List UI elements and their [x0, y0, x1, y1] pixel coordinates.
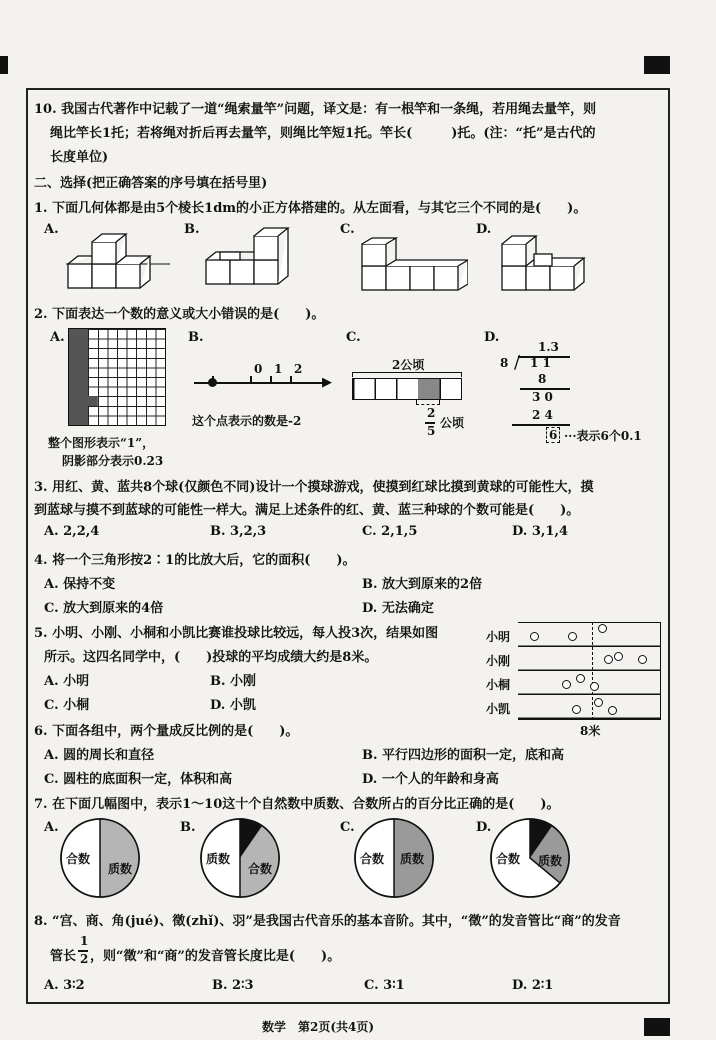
- pie-a-right-label: 质数: [108, 862, 133, 876]
- q3-option-c[interactable]: C. 2,1,5: [362, 524, 418, 539]
- q8-option-b[interactable]: B. 2∶3: [212, 978, 254, 993]
- fraction-denominator: 5: [427, 424, 436, 438]
- q3-line2: 到蓝球与摸不到蓝球的可能性一样大。满足上述条件的红、黄、蓝三种球的个数可能是( )。: [34, 503, 580, 518]
- q1-solid-b: [202, 224, 292, 292]
- q8-option-c[interactable]: C. 3∶1: [364, 978, 405, 993]
- q1-solid-c: [358, 236, 468, 296]
- registration-mark: [644, 1018, 670, 1036]
- q10-line2: 绳比竿长1托；若将绳对折后再去量竿，则绳比竿短1托。竿长( )托。(注：“托”是古代的: [50, 126, 596, 141]
- q3-option-a[interactable]: A. 2,2,4: [44, 524, 100, 539]
- q2-c-bracket: [352, 372, 462, 377]
- q8-fraction-denominator: 2: [80, 952, 89, 966]
- throw-dot: [614, 652, 623, 661]
- q4-option-c[interactable]: C. 放大到原来的4倍: [44, 601, 164, 616]
- q6-option-d[interactable]: D. 一个人的年龄和身高: [362, 772, 499, 787]
- q2-stem: 2. 下面表达一个数的意义或大小错误的是( )。: [34, 307, 325, 322]
- tick-label-1: 1: [274, 362, 283, 376]
- q2-c-bar: [352, 378, 462, 400]
- throw-dot: [594, 698, 603, 707]
- number-line-point: [208, 378, 217, 387]
- throw-dot: [604, 655, 613, 664]
- hundred-grid: [68, 328, 166, 426]
- q5-option-d[interactable]: D. 小凯: [210, 698, 256, 713]
- throw-dot: [572, 705, 581, 714]
- pie-a-left-label: 合数: [66, 852, 91, 866]
- registration-mark: [0, 56, 8, 74]
- q8-line2-start: 管长: [50, 949, 77, 964]
- q8-fraction-numerator: 1: [80, 934, 89, 948]
- q6-option-b[interactable]: B. 平行四边形的面积一定，底和高: [362, 748, 565, 763]
- q2-option-b[interactable]: B.: [188, 330, 204, 345]
- q10-line1: 10. 我国古代著作中记载了一道“绳索量竿”问题，译文是：有一根竿和一条绳，若用绳去量竿，则: [34, 102, 597, 117]
- q8-line2-end: ，则“徵”和“商”的发音管长度比是( )。: [90, 949, 341, 964]
- q10-line3: 长度单位): [50, 150, 109, 165]
- division-divisor: 8: [500, 356, 509, 370]
- registration-mark: [644, 56, 670, 74]
- q4-option-b[interactable]: B. 放大到原来的2倍: [362, 577, 483, 592]
- division-note: ···表示6个0.1: [564, 429, 642, 443]
- throw-dot: [590, 682, 599, 691]
- q5-option-b[interactable]: B. 小刚: [210, 674, 257, 689]
- division-quotient: 1.3: [538, 340, 559, 354]
- fraction-numerator: 2: [427, 406, 436, 420]
- throw-chart: [518, 622, 661, 720]
- number-line-tick: [250, 376, 252, 384]
- throw-row-label: 小凯: [486, 702, 511, 716]
- pie-b-left-label: 质数: [206, 852, 231, 866]
- q1-option-a[interactable]: A.: [44, 222, 59, 237]
- pie-c-left-label: 合数: [360, 852, 385, 866]
- pie-d-right-label: 质数: [538, 854, 563, 868]
- number-line-tick: [270, 376, 272, 384]
- throw-dot: [598, 624, 607, 633]
- throw-dot: [638, 655, 647, 664]
- q5-option-c[interactable]: C. 小桐: [44, 698, 90, 713]
- q2-a-caption1: 整个图形表示“1”，: [48, 436, 155, 450]
- pie-b-right-label: 合数: [248, 862, 273, 876]
- number-line-tick: [290, 376, 292, 384]
- division-row-2: 3 0: [532, 390, 553, 404]
- q1-solid-d: [498, 234, 588, 296]
- pie-c-right-label: 质数: [400, 852, 425, 866]
- q1-option-b[interactable]: B.: [184, 222, 200, 237]
- q5-line2: 所示。这四名同学中，( )投球的平均成绩大约是8米。: [44, 650, 378, 665]
- throw-dot: [608, 706, 617, 715]
- q3-option-d[interactable]: D. 3,1,4: [512, 524, 569, 539]
- throw-row-label: 小桐: [486, 678, 511, 692]
- throw-dot: [530, 632, 539, 641]
- division-row-1: 8: [538, 372, 547, 386]
- q1-stem: 1. 下面几何体都是由5个棱长1dm的小正方体搭建的。从左面看，与其它三个不同的是( )。: [34, 201, 587, 216]
- q2-option-a[interactable]: A.: [50, 330, 65, 345]
- throw-chart-axis-label: 8米: [580, 724, 601, 738]
- q2-option-c[interactable]: C.: [346, 330, 361, 345]
- q7-stem: 7. 在下面几幅图中，表示1～10这十个自然数中质数、合数所占的百分比正确的是( )。: [34, 797, 560, 812]
- q7-option-c[interactable]: C.: [340, 820, 355, 835]
- q8-option-a[interactable]: A. 3∶2: [44, 978, 85, 993]
- division-remainder: 6: [546, 427, 560, 443]
- q4-stem: 4. 将一个三角形按2∶1的比放大后，它的面积( )。: [34, 553, 356, 568]
- throw-row-label: 小刚: [486, 654, 511, 668]
- q4-option-a[interactable]: A. 保持不变: [44, 577, 116, 592]
- q1-solid-a: [62, 230, 182, 295]
- division-rule: [512, 424, 570, 426]
- q2-c-unit: 公顷: [440, 416, 465, 430]
- q7-option-a[interactable]: A.: [44, 820, 59, 835]
- throw-dot: [562, 680, 571, 689]
- division-row-3: 2 4: [532, 408, 553, 422]
- q7-option-d[interactable]: D.: [476, 820, 492, 835]
- throw-chart-8m-line: [592, 622, 593, 720]
- q4-option-d[interactable]: D. 无法确定: [362, 601, 434, 616]
- q5-option-a[interactable]: A. 小明: [44, 674, 90, 689]
- q1-option-d[interactable]: D.: [476, 222, 492, 237]
- throw-dot: [568, 632, 577, 641]
- q1-option-c[interactable]: C.: [340, 222, 355, 237]
- q2-c-top-label: 2公顷: [392, 358, 425, 372]
- q6-option-c[interactable]: C. 圆柱的底面积一定，体积和高: [44, 772, 233, 787]
- division-bracket-curve: /: [514, 352, 521, 373]
- q7-option-b[interactable]: B.: [180, 820, 196, 835]
- q5-line1: 5. 小明、小刚、小桐和小凯比赛谁投球比较远，每人投3次，结果如图: [34, 626, 439, 641]
- q6-option-a[interactable]: A. 圆的周长和直径: [44, 748, 155, 763]
- pie-d-left-label: 合数: [496, 852, 521, 866]
- throw-row-label: 小明: [486, 630, 511, 644]
- q2-a-caption2: 阴影部分表示0.23: [62, 454, 164, 468]
- tick-label-2: 2: [294, 362, 303, 376]
- q2-c-dashed-bracket: [416, 400, 440, 405]
- q8-line1: 8. “宫、商、角(jué)、徵(zhǐ)、羽”是我国古代音乐的基本音阶。其中，“徵”的发音管比“商”的发音: [34, 914, 621, 929]
- throw-dot: [576, 674, 585, 683]
- number-line-arrow: ▶: [322, 375, 332, 390]
- q8-option-d[interactable]: D. 2∶1: [512, 978, 554, 993]
- q3-line1: 3. 用红、黄、蓝共8个球(仅颜色不同)设计一个摸球游戏，使摸到红球比摸到黄球的可能性大，摸: [34, 480, 594, 495]
- division-dividend: 1 1: [530, 356, 551, 370]
- q2-b-caption: 这个点表示的数是-2: [192, 414, 302, 428]
- q2-option-d[interactable]: D.: [484, 330, 500, 345]
- tick-label-0: 0: [254, 362, 263, 376]
- q6-stem: 6. 下面各组中，两个量成反比例的是( )。: [34, 724, 299, 739]
- q3-option-b[interactable]: B. 3,2,3: [210, 524, 267, 539]
- section-heading: 二、选择(把正确答案的序号填在括号里): [34, 176, 268, 191]
- page-footer: 数学 第2页(共4页): [262, 1020, 375, 1034]
